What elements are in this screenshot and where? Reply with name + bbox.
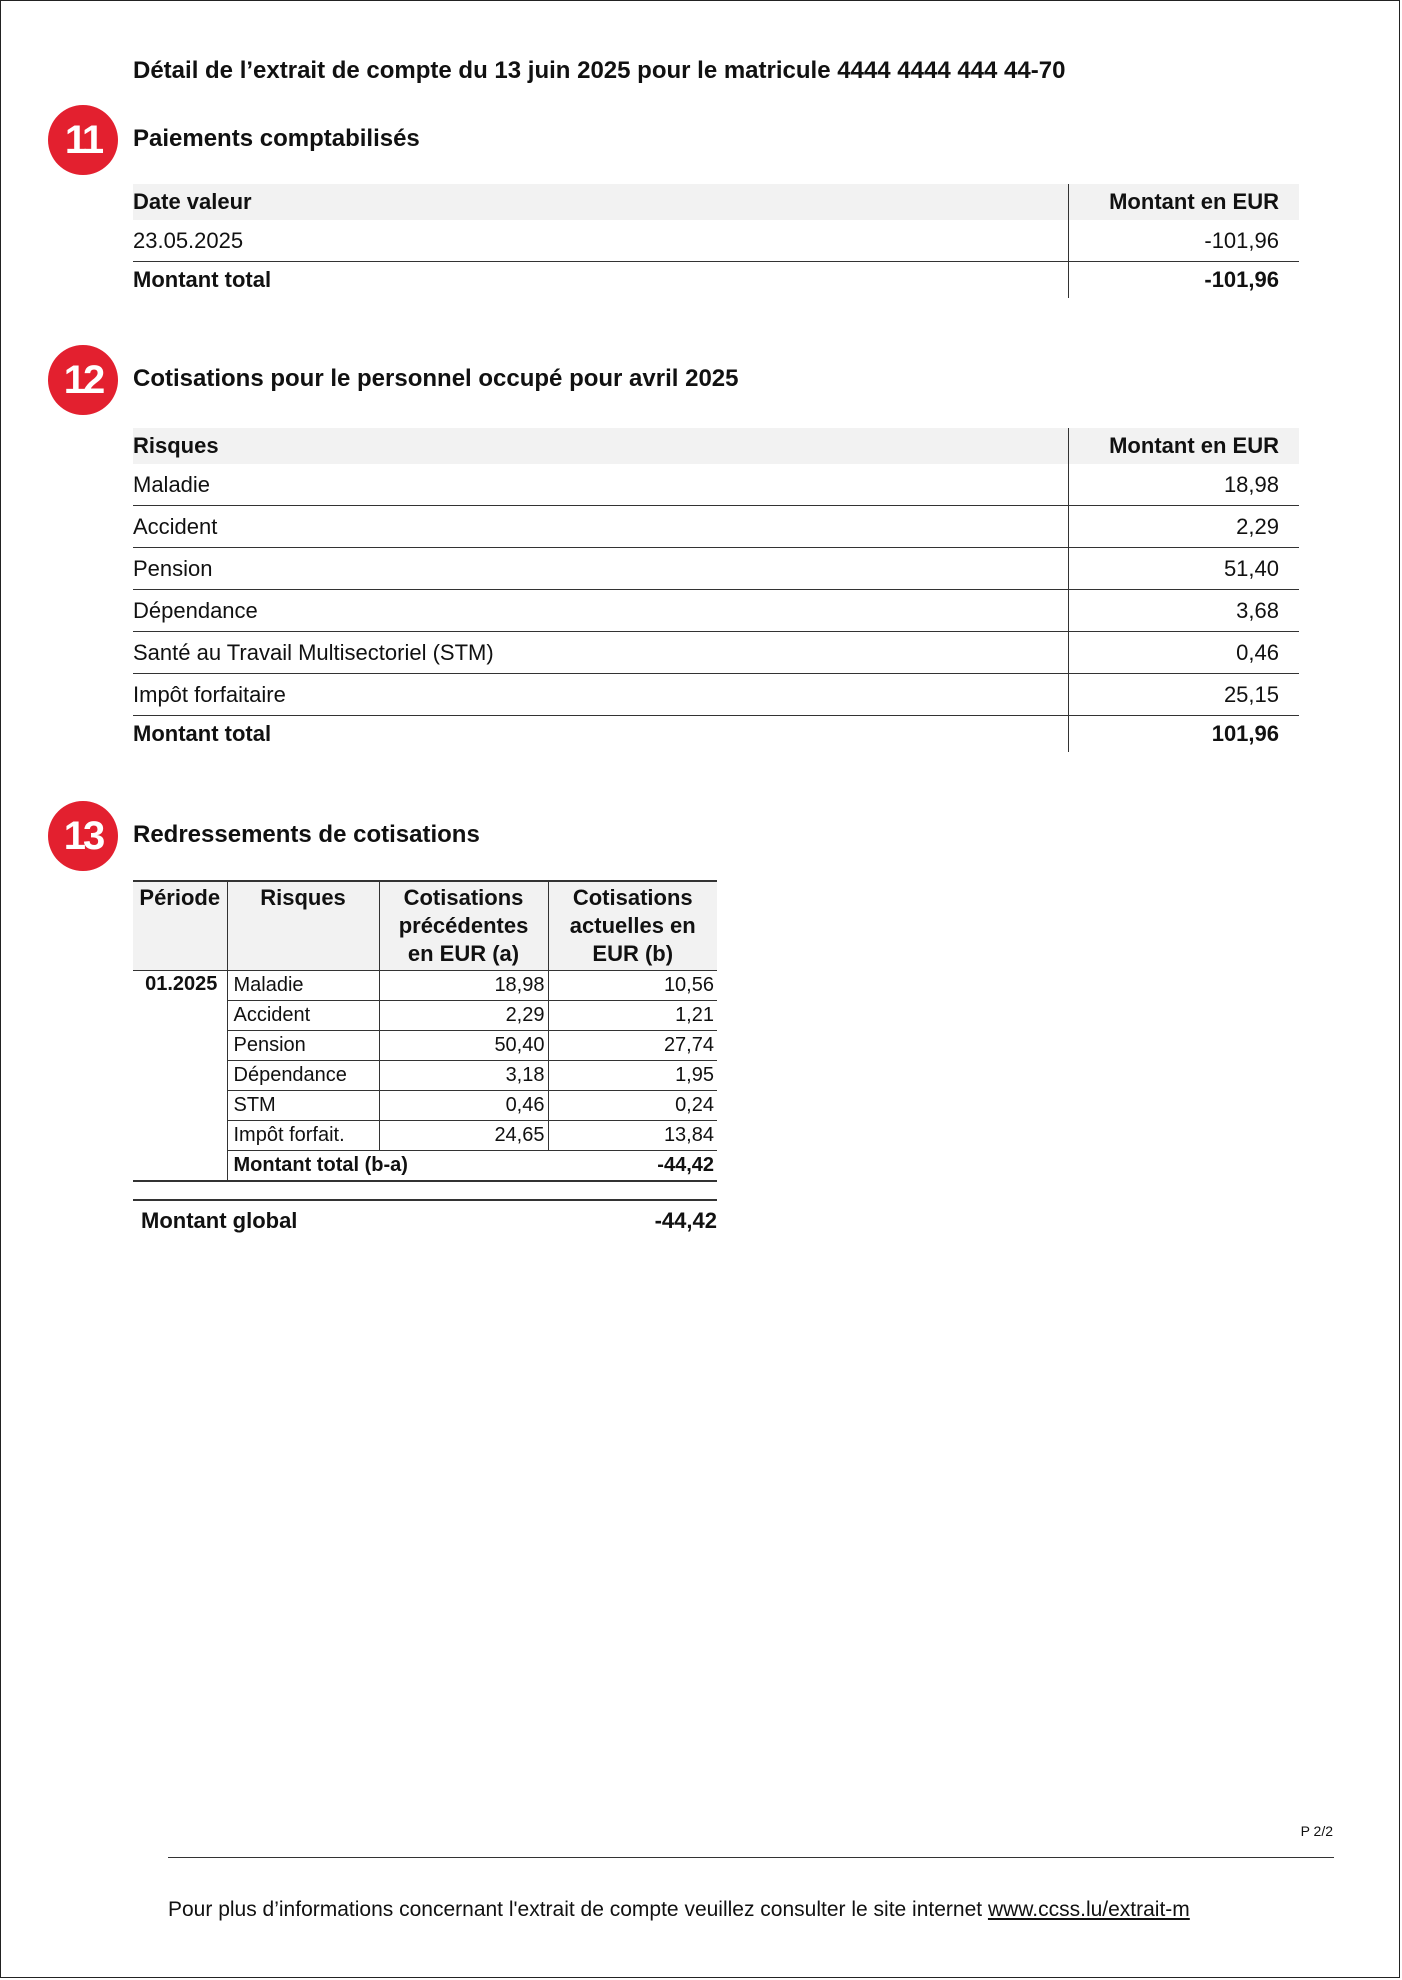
total-value: 101,96 — [1069, 716, 1300, 753]
risk-name: Pension — [133, 548, 1069, 590]
column-header-previous: Cotisations précédentes en EUR (a) — [379, 881, 548, 971]
table-header-row — [133, 184, 1299, 220]
previous-amount: 2,29 — [379, 1001, 548, 1031]
section-number-badge: 13 — [48, 801, 118, 871]
risk-name: STM — [227, 1091, 379, 1121]
risk-amount: 18,98 — [1069, 464, 1300, 506]
total-label: Montant total — [133, 721, 272, 746]
footer-link[interactable]: www.ccss.lu/extrait-m — [987, 1898, 1190, 1921]
table-row — [133, 590, 1299, 632]
column-header-amount: Montant en EUR — [1069, 184, 1300, 220]
current-amount: 1,95 — [548, 1061, 717, 1091]
previous-amount: 3,18 — [379, 1061, 548, 1091]
current-amount: 10,56 — [548, 971, 717, 1001]
table-row — [133, 464, 1299, 506]
risk-name: Pension — [227, 1031, 379, 1061]
column-header-risks: Risques — [133, 428, 1069, 464]
risk-amount: 0,46 — [1069, 632, 1300, 674]
column-header-amount: Montant en EUR — [1069, 428, 1300, 464]
table-row — [133, 220, 1299, 262]
footer-note — [168, 1898, 1190, 1922]
risk-name: Accident — [227, 1001, 379, 1031]
global-amount-value: -44,42 — [654, 1208, 717, 1233]
footer-divider — [168, 1857, 1334, 1858]
document-title: Détail de l’extrait de compte du 13 juin 2025 pour le matricule 4444 4444 444 44-70 — [133, 57, 1066, 84]
previous-amount: 0,46 — [379, 1091, 548, 1121]
risk-amount: 3,68 — [1069, 590, 1300, 632]
section-number-badge: 12 — [48, 345, 118, 415]
risk-name: Impôt forfaitaire — [133, 674, 1069, 716]
column-header-risks: Risques — [227, 881, 379, 971]
risk-amount: 51,40 — [1069, 548, 1300, 590]
section-title-adjustments: Redressements de cotisations — [133, 821, 480, 848]
current-amount: 1,21 — [548, 1001, 717, 1031]
section-title-contributions: Cotisations pour le personnel occupé pour avril 2025 — [133, 365, 739, 392]
risk-name: Accident — [133, 506, 1069, 548]
risk-amount: 2,29 — [1069, 506, 1300, 548]
table-row — [133, 971, 717, 1001]
section-title-payments: Paiements comptabilisés — [133, 125, 420, 152]
risk-name: Dépendance — [227, 1061, 379, 1091]
total-row — [133, 716, 1299, 753]
table-row — [133, 632, 1299, 674]
table-row — [133, 506, 1299, 548]
subtotal-label: Montant total (b-a) — [227, 1151, 548, 1182]
total-value: -101,96 — [1069, 262, 1300, 299]
column-header-current: Cotisations actuelles en EUR (b) — [548, 881, 717, 971]
subtotal-value: -44,42 — [548, 1151, 717, 1182]
table-row — [133, 674, 1299, 716]
total-label: Montant total — [133, 267, 272, 292]
column-header-period: Période — [133, 881, 227, 971]
payment-date: 23.05.2025 — [133, 220, 1069, 262]
risk-amount: 25,15 — [1069, 674, 1300, 716]
total-row — [133, 262, 1299, 299]
risk-name: Maladie — [227, 971, 379, 1001]
page-number: P 2/2 — [1300, 1823, 1333, 1839]
risk-name: Impôt forfait. — [227, 1121, 379, 1151]
current-amount: 0,24 — [548, 1091, 717, 1121]
previous-amount: 18,98 — [379, 971, 548, 1001]
column-header-date: Date valeur — [133, 184, 1069, 220]
risk-name: Dépendance — [133, 590, 1069, 632]
risk-name: Santé au Travail Multisectoriel (STM) — [133, 632, 1069, 674]
contributions-table — [133, 428, 1299, 752]
global-amount-row — [133, 1199, 717, 1234]
current-amount: 27,74 — [548, 1031, 717, 1061]
table-row — [133, 548, 1299, 590]
adjustments-table — [133, 880, 717, 1182]
previous-amount: 24,65 — [379, 1121, 548, 1151]
footer-text: Pour plus d’informations concernant l'extrait de compte veuillez consulter le site internet — [168, 1898, 988, 1921]
payments-table — [133, 184, 1299, 298]
section-number-badge: 11 — [48, 105, 118, 175]
previous-amount: 50,40 — [379, 1031, 548, 1061]
risk-name: Maladie — [133, 464, 1069, 506]
current-amount: 13,84 — [548, 1121, 717, 1151]
table-header-row — [133, 881, 717, 971]
table-header-row — [133, 428, 1299, 464]
global-amount-label: Montant global — [141, 1208, 298, 1233]
payment-amount: -101,96 — [1069, 220, 1300, 262]
period-cell: 01.2025 — [133, 971, 227, 1182]
